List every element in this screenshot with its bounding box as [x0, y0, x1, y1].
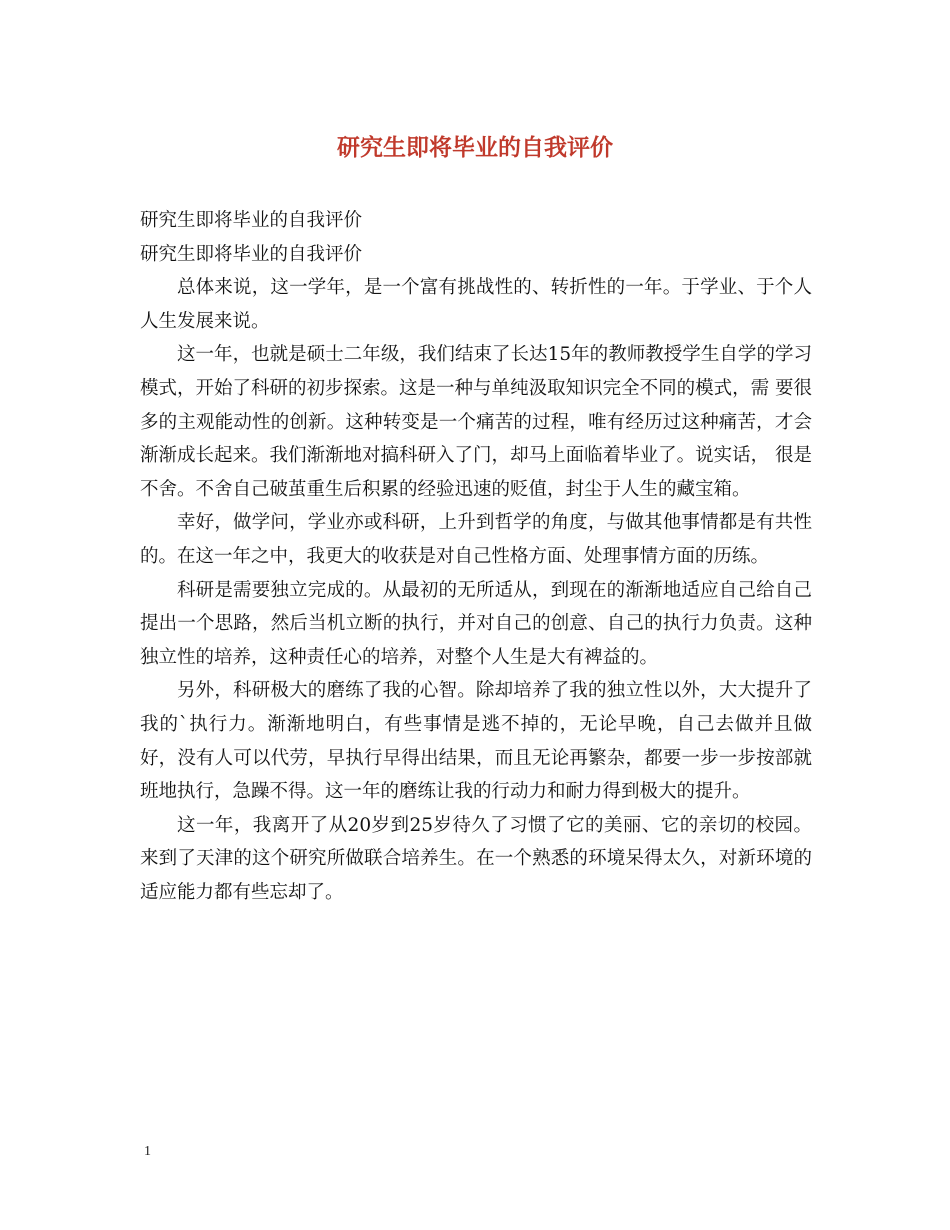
subtitle-line-1: 研究生即将毕业的自我评价 [140, 210, 363, 231]
paragraph-2: 这一年，也就是硕士二年级，我们结束了长达15年的教师教授学生自学的学习模式，开始了科研的初步探索。这是一种与单纯汲取知识完全不同的模式，需 要很多的主观能动性的创新。这种转变是一个痛苦的过程，唯有经历过这种痛苦，才会渐渐成长起来。我们渐渐地对搞科研入了门，却马上面临着毕业了。说实话， 很是不舍。不舍自己破茧重生后积累的经验迅速的贬值，封尘于人生的藏宝箱。 [140, 344, 812, 500]
document-body [140, 204, 812, 909]
document-title: 研究生即将毕业的自我评价 [337, 134, 613, 161]
paragraph-5: 另外，科研极大的磨练了我的心智。除却培养了我的独立性以外，大大提升了我的`执行力。渐渐地明白，有些事情是逃不掉的，无论早晚，自己去做并且做 好，没有人可以代劳，早执行早得出结果，而且无论再繁杂，都要一步一步按部就班地执行，急躁不得。这一年的磨练让我的行动力和耐力得到极大的提升。 [140, 680, 812, 803]
paragraph-1: 总体来说，这一学年，是一个富有挑战性的、转折性的一年。于学业、于个人人生发展来说。 [140, 277, 812, 332]
paragraph-4: 科研是需要独立完成的。从最初的无所适从，到现在的渐渐地适应自己给自己提出一个思路，然后当机立断的执行，并对自己的创意、自己的执行力负责。这种独立性的培养，这种责任心的培养，对整个人生是大有裨益的。 [140, 579, 812, 668]
paragraph-6: 这一年，我离开了从20岁到25岁待久了习惯了它的美丽、它的亲切的校园。来到了天津的这个研究所做联合培养生。在一个熟悉的环境呆得太久，对新环境的适应能力都有些忘却了。 [140, 814, 812, 903]
page-number: 1 [144, 1144, 151, 1159]
paragraph-3: 幸好，做学问，学业亦或科研，上升到哲学的角度，与做其他事情都是有共性的。在这一年之中，我更大的收获是对自己性格方面、处理事情方面的历练。 [140, 512, 812, 567]
subtitle-line-2: 研究生即将毕业的自我评价 [140, 243, 363, 265]
